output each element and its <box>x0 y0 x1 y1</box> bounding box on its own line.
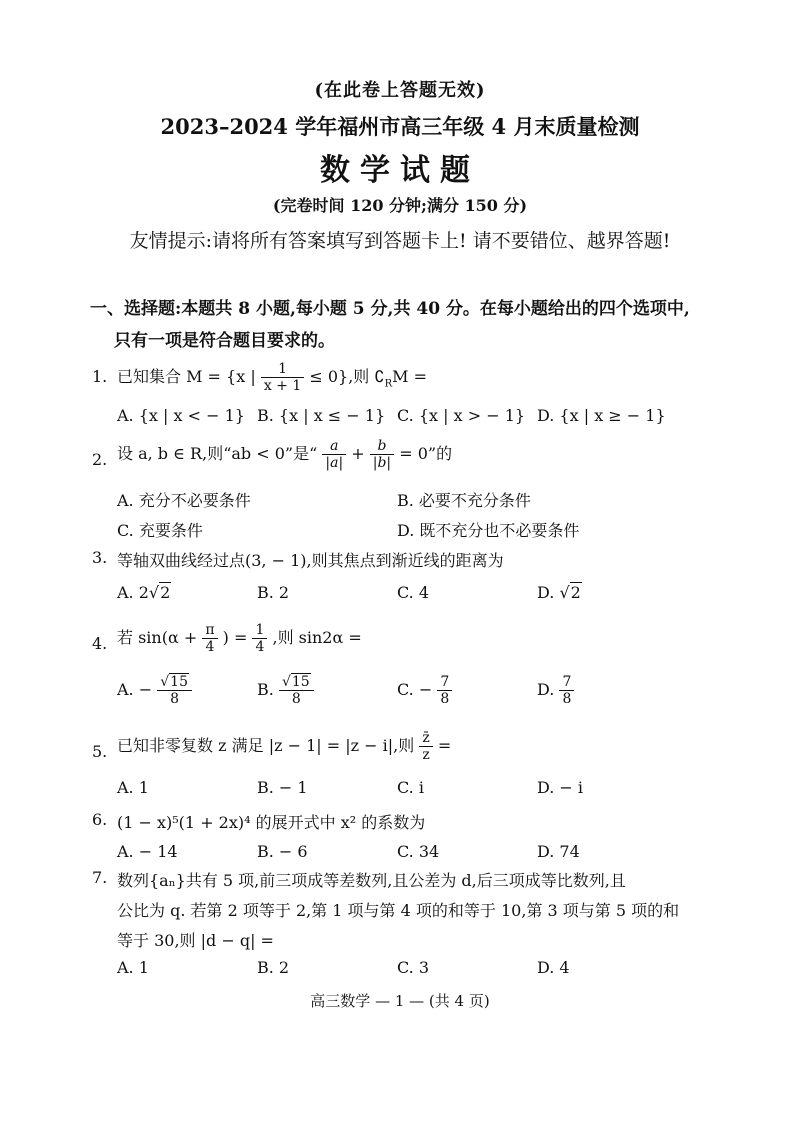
question-1 <box>0 361 800 401</box>
question-7 <box>0 868 800 958</box>
option-b: B. − 1 <box>257 778 308 797</box>
exam-time-info: (完卷时间 120 分钟;满分 150 分) <box>272 196 528 215</box>
fraction-numerator: 1 <box>261 361 304 378</box>
stem-part: = 0”的 <box>399 444 453 464</box>
option-b: B. {x | x ≤ − 1} <box>257 406 386 425</box>
question-3 <box>0 548 800 572</box>
fraction <box>419 730 432 763</box>
option-label: D. <box>537 680 555 700</box>
fraction <box>279 674 314 707</box>
option-a: A. 1 <box>117 778 149 797</box>
fraction-denominator: 4 <box>255 639 265 656</box>
section-heading-continued: 只有一项是符合题目要求的。 <box>114 331 335 351</box>
option-c: C. 3 <box>397 958 430 977</box>
stem-part: M = <box>392 367 427 387</box>
option-label: C. <box>397 680 414 700</box>
fraction <box>322 438 346 471</box>
question-number: 3. <box>92 548 108 567</box>
fraction <box>252 622 267 655</box>
option-a: A. 充分不必要条件 <box>117 491 251 510</box>
fraction-numerator: √15 <box>279 674 314 691</box>
option-c: C. 4 <box>397 583 430 602</box>
fraction-numerator: b <box>370 438 394 455</box>
fraction-numerator: √15 <box>157 674 192 691</box>
stem-part: 已知非零复数 z 满足 |z − 1| = |z − i|,则 <box>117 736 415 756</box>
stem-part: 若 sin(α + <box>117 628 198 648</box>
option-a: A. − 14 <box>117 842 178 861</box>
question-stem: 等轴双曲线经过点(3, − 1),则其焦点到渐近线的距离为 <box>117 551 504 570</box>
question-stem-line: 数列{aₙ}共有 5 项,前三项成等差数列,且公差为 d,后三项成等比数列,且 <box>117 871 626 890</box>
option-b: B. 2 <box>257 583 290 602</box>
option-d: D. 74 <box>537 842 580 861</box>
fraction-denominator: 8 <box>562 691 572 708</box>
option-d: D. − i <box>537 778 584 797</box>
fraction-denominator: z <box>422 747 430 764</box>
question-number: 2. <box>92 450 108 469</box>
fraction-denominator: |b| <box>372 455 392 472</box>
fraction <box>261 361 304 394</box>
stem-part: + <box>351 444 365 464</box>
stem-part: ≤ 0},则 ∁ <box>309 367 385 387</box>
option-c: C. 34 <box>397 842 440 861</box>
fraction-numerator: 1 <box>252 622 267 639</box>
option-b <box>257 674 314 707</box>
option-b: B. 必要不充分条件 <box>397 491 531 510</box>
radicand: 15 <box>291 674 310 690</box>
stem-part: ,则 sin2α = <box>272 628 362 648</box>
question-stem-line: 公比为 q. 若第 2 项等于 2,第 1 项与第 4 项的和等于 10,第 3 项与第 5 项的和 <box>117 901 680 920</box>
fraction <box>370 438 394 471</box>
page-footer: 高三数学 — 1 — (共 4 页) <box>310 992 490 1010</box>
question-stem <box>117 730 451 763</box>
question-stem <box>117 622 362 655</box>
fraction-numerator: 7 <box>437 674 452 691</box>
option-a: A. {x | x < − 1} <box>117 406 245 425</box>
invalid-answer-notice: (在此卷上答题无效) <box>314 80 486 101</box>
fraction-denominator: x + 1 <box>263 378 302 395</box>
option-d: D. {x | x ≥ − 1} <box>537 406 666 425</box>
option-b: B. 2 <box>257 958 290 977</box>
stem-part: 已知集合 M = {x | <box>117 367 256 387</box>
question-number: 7. <box>92 868 108 887</box>
option-label: A. <box>117 680 134 700</box>
radicand: 15 <box>170 674 188 690</box>
exam-title: 2023–2024 学年福州市高三年级 4 月末质量检测 <box>160 114 640 139</box>
question-stem <box>117 361 427 394</box>
option-d: D. √2 <box>537 583 581 602</box>
question-stem: (1 − x)⁵(1 + 2x)⁴ 的展开式中 x² 的系数为 <box>117 813 426 832</box>
subscript: R <box>384 378 393 390</box>
option-a: A. 1 <box>117 958 149 977</box>
option-a: A. 2√2 <box>117 583 171 602</box>
question-6 <box>0 810 800 834</box>
question-stem-line: 等于 30,则 |d − q| = <box>117 931 274 950</box>
option-c: C. i <box>397 778 424 797</box>
question-5 <box>0 730 800 774</box>
fraction-denominator: |a| <box>325 455 344 472</box>
fraction-numerator: 7 <box>559 674 574 691</box>
option-c: C. {x | x > − 1} <box>397 406 526 425</box>
option-sign: − <box>138 680 153 700</box>
question-number: 6. <box>92 810 108 829</box>
stem-part: ) = <box>222 628 248 648</box>
question-4 <box>0 622 800 666</box>
option-d: D. 4 <box>537 958 570 977</box>
fraction <box>157 674 192 707</box>
fraction-denominator: 8 <box>170 691 180 708</box>
subject-title: 数学试题 <box>320 153 480 188</box>
section-heading: 一、选择题:本题共 8 小题,每小题 5 分,共 40 分。在每小题给出的四个选项中, <box>90 299 690 319</box>
option-sign: − <box>418 680 433 700</box>
option-c: C. 充要条件 <box>117 521 203 540</box>
fraction-numerator: π <box>202 622 217 639</box>
reminder-text: 友情提示:请将所有答案填写到答题卡上! 请不要错位、越界答题! <box>129 230 671 252</box>
option-text: D. <box>537 583 560 602</box>
option-label: B. <box>257 680 274 700</box>
question-number: 4. <box>92 634 108 653</box>
fraction-denominator: 4 <box>205 639 215 656</box>
fraction <box>437 674 452 707</box>
radicand: 2 <box>570 583 581 602</box>
question-number: 1. <box>92 367 108 386</box>
fraction-numerator: z̄ <box>419 730 432 747</box>
fraction <box>202 622 217 655</box>
option-d: D. 既不充分也不必要条件 <box>397 521 580 540</box>
stem-part: = <box>437 736 452 756</box>
stem-part: 设 a, b ∈ R,则“ab < 0”是“ <box>117 444 318 464</box>
option-d <box>537 674 574 707</box>
question-2 <box>0 438 800 482</box>
fraction-denominator: 8 <box>291 691 301 708</box>
fraction <box>559 674 574 707</box>
option-b: B. − 6 <box>257 842 308 861</box>
option-a <box>117 674 192 707</box>
fraction-denominator: 8 <box>440 691 450 708</box>
question-stem <box>117 438 452 471</box>
option-text: A. 2 <box>117 583 149 602</box>
radicand: 2 <box>160 583 171 602</box>
option-c <box>397 674 452 707</box>
fraction-numerator: a <box>322 438 346 455</box>
question-number: 5. <box>92 742 108 761</box>
